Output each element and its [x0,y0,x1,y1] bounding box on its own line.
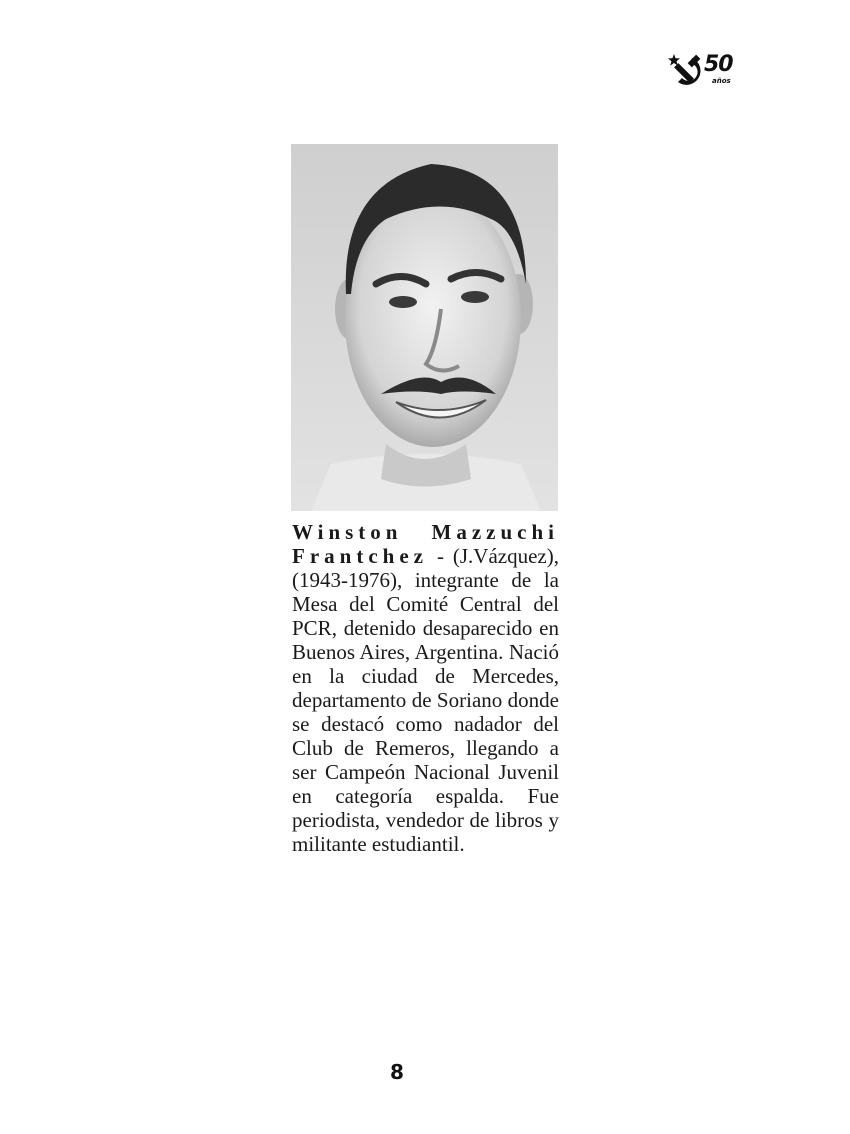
page-number: 8 [390,1060,404,1084]
person-alias: - (J.Vázquez), [436,544,559,568]
hammer-sickle-star-icon [668,52,708,90]
biography-paragraph [292,520,559,856]
logo-number: 50 [704,52,733,77]
logo-subtext: años [712,77,731,85]
anniversary-logo [668,52,740,90]
person-name: Winston Mazzuchi Frantchez [292,520,559,568]
biography-text: (1943-1976), integrante de la Mesa del Comité Central del PCR, detenido desaparecido en Buenos Aires, Argentina. Nació en la ciudad de Mercedes, departamento de Soriano donde se destacó como nadador del Club de Remeros, llegando a ser Campeón Nacional Juvenil en categoría espalda. Fue periodista, vendedor de libros y militante estudiantil. [292,568,559,856]
portrait-photo [291,144,558,511]
